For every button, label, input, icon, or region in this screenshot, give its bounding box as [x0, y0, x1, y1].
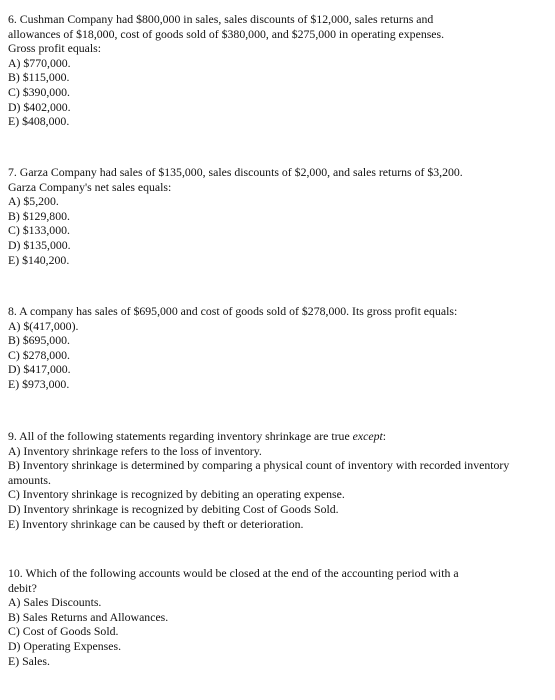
option-b: B) Inventory shrinkage is determined by comparing a physical count of inventory with recorded inventory amounts. — [8, 458, 510, 487]
option-c: C) Cost of Goods Sold. — [8, 624, 119, 639]
option-b: B) $695,000. — [8, 333, 70, 348]
answer-options — [8, 56, 543, 129]
option-b: B) Sales Returns and Allowances. — [8, 609, 169, 624]
option-e: E) $408,000. — [8, 114, 70, 129]
option-a: A) $770,000. — [8, 55, 71, 70]
question-10 — [8, 566, 543, 668]
option-e: E) $973,000. — [8, 376, 70, 391]
option-c: C) $278,000. — [8, 347, 70, 362]
question-8 — [8, 304, 543, 392]
answer-options — [8, 319, 543, 392]
option-b: B) $115,000. — [8, 70, 70, 85]
question-9 — [8, 429, 543, 531]
stem-line: 6. Cushman Company had $800,000 in sales, sales discounts of $12,000, sales returns and — [8, 12, 434, 26]
question-stem — [8, 165, 543, 194]
stem-line: allowances of $18,000, cost of goods sold of $380,000, and $275,000 in operating expenses. — [8, 26, 445, 41]
stem-text: 9. All of the following statements regarding inventory shrinkage are true — [8, 429, 353, 443]
option-c: C) Inventory shrinkage is recognized by debiting an operating expense. — [8, 487, 345, 502]
stem-punctuation: : — [382, 429, 387, 443]
option-d: D) $402,000. — [8, 99, 71, 114]
option-d: D) Inventory shrinkage is recognized by debiting Cost of Goods Sold. — [8, 501, 339, 516]
option-c: C) $133,000. — [8, 223, 70, 238]
answer-options — [8, 444, 543, 532]
option-c: C) $390,000. — [8, 84, 70, 99]
option-a: A) $5,200. — [8, 194, 59, 209]
option-e: E) Sales. — [8, 653, 50, 668]
stem-line: Garza Company's net sales equals: — [8, 179, 172, 194]
stem-line — [8, 429, 543, 444]
option-d: D) $135,000. — [8, 237, 71, 252]
question-stem — [8, 566, 543, 595]
option-d: D) $417,000. — [8, 362, 71, 377]
stem-line: Gross profit equals: — [8, 41, 102, 56]
option-b: B) $129,800. — [8, 208, 70, 223]
question-stem — [8, 304, 543, 319]
option-d: D) Operating Expenses. — [8, 638, 122, 653]
stem-line: 7. Garza Company had sales of $135,000, sales discounts of $2,000, and sales returns of $3,200. — [8, 165, 463, 179]
option-a: A) $(417,000). — [8, 318, 79, 333]
stem-line: debit? — [8, 580, 37, 595]
option-a: A) Inventory shrinkage refers to the loss of inventory. — [8, 443, 262, 458]
question-stem — [8, 12, 543, 56]
stem-line: 10. Which of the following accounts would be closed at the end of the accounting period with a — [8, 566, 459, 580]
question-6 — [8, 12, 543, 129]
stem-emphasis: except — [352, 429, 383, 443]
option-e: E) $140,200. — [8, 252, 70, 267]
option-a: A) Sales Discounts. — [8, 595, 102, 610]
answer-options — [8, 595, 543, 668]
question-stem — [8, 429, 543, 444]
stem-line: 8. A company has sales of $695,000 and cost of goods sold of $278,000. Its gross profit equals: — [8, 304, 458, 318]
question-7 — [8, 165, 543, 267]
answer-options — [8, 194, 543, 267]
option-e: E) Inventory shrinkage can be caused by theft or deterioration. — [8, 516, 304, 531]
